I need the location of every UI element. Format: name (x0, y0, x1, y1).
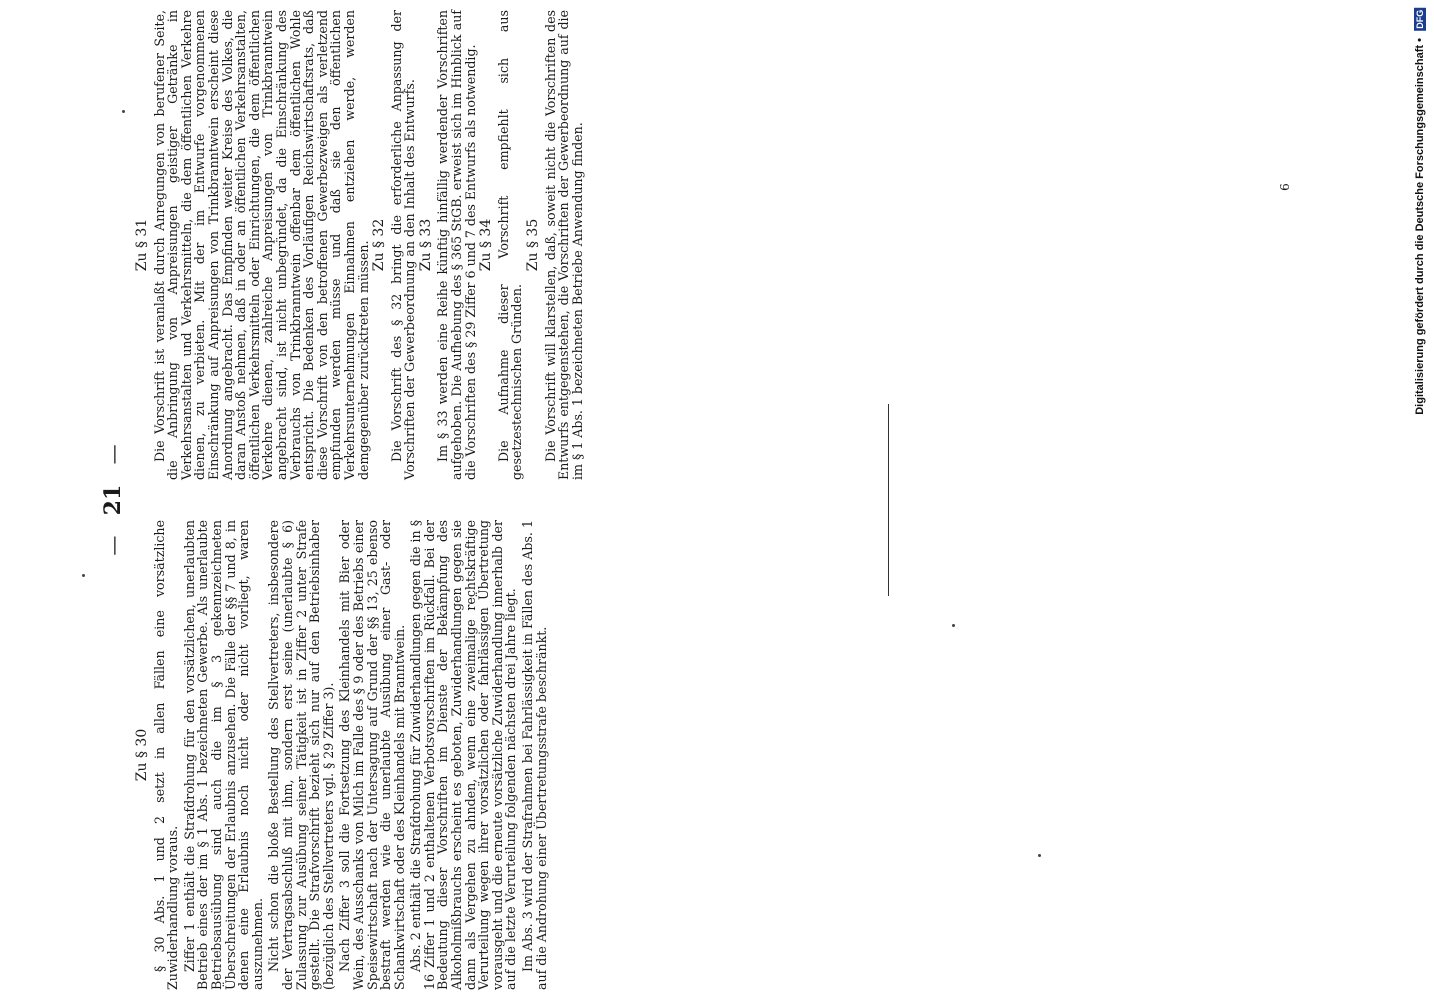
scan-speck (1038, 854, 1041, 857)
header-dash-left: — (101, 535, 125, 556)
left-column (134, 520, 551, 990)
section-heading-34: Zu § 34 (478, 218, 495, 272)
scan-speck (952, 624, 955, 627)
section-heading-30: Zu § 30 (134, 728, 150, 782)
paragraph: Die Vorschrift des § 32 bringt die erforderliche Anpassung der Vorschriften der Gewerbeordnung an den Inhalt des Entwurfs. (388, 10, 418, 480)
paragraph: Die Vorschrift will klarstellen, daß, soweit nicht die Vorschriften des Entwurfs entgegenstehen, die Vorschriften der Gewerbeordnung auf die im § 1 Abs. 1 bezeichneten Betriebe Anwendung finden. (542, 10, 585, 480)
section-heading-33: Zu § 33 (417, 218, 434, 272)
section-heading-32: Zu § 32 (371, 218, 388, 272)
credit-text: Digitalisierung gefördert durch die Deutsche Forschungsgemeinschaft • (1414, 38, 1426, 415)
scan-speck (122, 110, 125, 113)
paragraph: Die Vorschrift ist veranlaßt durch Anregungen von berufener Seite, die Anbringung von Anpreisungen geistiger Getränke in Verkehrsanstalten und Verkehrsmitteln, die dem öffentlichen Verkehre dienen, zu verbieten. Mit der im Entwurfe vorgenommenen Einschränkung auf Anpreisungen von Trinkbranntwein erscheint diese Anordnung angebracht. Das Empfinden weiter Kreise des Volkes, die daran Anstoß nehmen, daß in oder an öffentlichen Verkehrsanstalten, öffentlichen Verkehrsmitteln oder Einrichtungen, die dem öffentlichen Verkehre dienen, zahlreiche Anpreisungen von Trinkbranntwein angebracht sind, ist nicht unbegründet, da die Einschränkung des Verbrauchs von Trinkbranntwein offenbar dem öffentlichen Wohle entspricht. Die Bedenken des Vorläufigen Reichswirtschaftsrats, daß diese Vorschrift von den betroffenen Gewerbezweigen als verletzend empfunden werden müsse und daß sie den öffentlichen Verkehrsunternehmungen Einnahmen entziehen werde, werden demgegenüber zurücktreten müssen. (151, 10, 371, 480)
digitization-credit (1414, 8, 1426, 415)
page-header (100, 0, 130, 1000)
right-column (134, 10, 587, 480)
paragraph: Nicht schon die bloße Bestellung des Stellvertreters, insbesondere der Vertragsabschluß mit ihm, sondern erst seine (unerlaubte § 6) Zulassung zur Ausübung seiner Tätigkeit ist in Ziffer 2 unter Strafe gestellt. Die Strafvorschrift bezieht sich nur auf den Betriebsinhaber (bezüglich des Stellvertreters vgl. § 29 Ziffer 3). (266, 520, 336, 990)
paragraph: Nach Ziffer 3 soll die Fortsetzung des Kleinhandels mit Bier oder Wein, des Ausschanks von Milch im Falle des § 9 oder des Betriebs einer Speisewirtschaft nach der Untersagung auf Grund der §§ 13, 25 ebenso bestraft werden wie die unerlaubte Ausübung einer Gast- oder Schankwirtschaft oder des Kleinhandels mit Branntwein. (337, 520, 407, 990)
section-heading-31: Zu § 31 (134, 218, 150, 272)
scan-speck (82, 574, 85, 577)
dfg-logo: DFG (1415, 10, 1425, 29)
separator-line (888, 404, 889, 596)
paragraph: Die Aufnahme dieser Vorschrift empfiehlt sich aus gesetzestechnischen Gründen. (495, 10, 525, 480)
page-number: 21 (100, 484, 126, 516)
header-dash-right: — (101, 444, 125, 465)
paragraph: Im Abs. 3 wird der Strafrahmen bei Fahrlässigkeit in Fällen des Abs. 1 auf die Androhung einer Übertretungsstrafe beschränkt. (520, 520, 549, 990)
paragraph: § 30 Abs. 1 und 2 setzt in allen Fällen eine vorsätzliche Zuwiderhandlung voraus. (151, 520, 181, 990)
scanned-page (100, 0, 820, 1000)
paragraph: Ziffer 1 enthält die Strafdrohung für den vorsätzlichen, unerlaubten Betrieb eines der im § 1 Abs. 1 bezeichneten Gewerbe. Als unerlaubte Betriebsausübung sind auch die im § 3 gekennzeichneten Überschreitungen der Erlaubnis anzusehen. Die Fälle der §§ 7 und 8, in denen eine Erlaubnis noch nicht oder nicht vorliegt, waren auszunehmen. (181, 520, 265, 990)
paragraph: Abs. 2 enthält die Strafdrohung für Zuwiderhandlungen gegen die in § 16 Ziffer 1 und 2 enthaltenen Verbotsvorschriften im Rückfall. Bei der Bedeutung dieser Vorschriften im Dienste der Bekämpfung des Alkoholmißbrauchs erscheint es geboten, Zuwiderhandlungen gegen sie dann als Vergehen zu ahnden, wenn eine zweimalige rechtskräftige Verurteilung wegen ihrer vorsätzlichen oder fahrlässigen Übertretung vorausgeht und die erneute vorsätzliche Zuwiderhandlung innerhalb der auf die letzte Verurteilung folgenden nächsten drei Jahre liegt. (408, 520, 519, 990)
section-heading-35: Zu § 35 (525, 218, 542, 272)
paragraph: Im § 33 werden eine Reihe künftig hinfällig werdender Vorschriften aufgehoben. Die Aufhebung des § 365 StGB. erweist sich im Hinblick auf die Vorschriften des § 29 Ziffer 6 und 7 des Entwurfs als notwendig. (435, 10, 478, 480)
footnote-number: 6 (1277, 183, 1292, 191)
